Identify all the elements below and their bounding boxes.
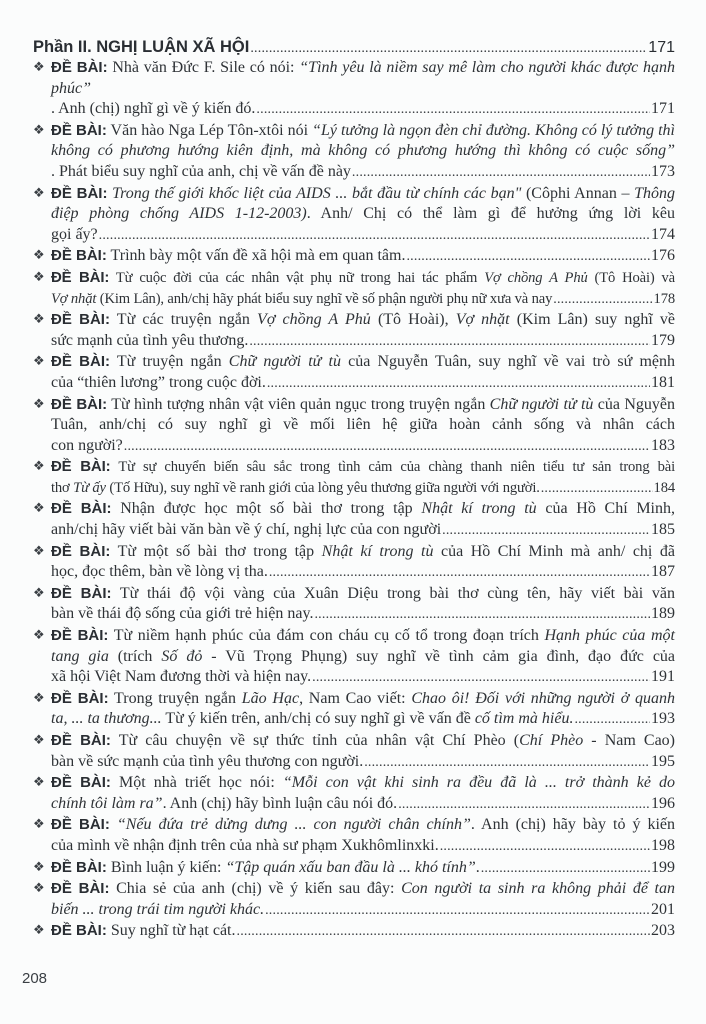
- entry-page-number: 173: [651, 162, 675, 180]
- entry-text: của Nguyễn Tuân, suy nghĩ về vai trò sứ mệnh: [340, 353, 675, 371]
- diamond-bullet-icon: ❖: [33, 396, 45, 412]
- dot-leader: [237, 922, 651, 943]
- toc-entry[interactable]: [33, 731, 675, 773]
- diamond-bullet-icon: ❖: [33, 585, 45, 601]
- italic-text: Vợ nhặt: [51, 290, 97, 307]
- toc-entry[interactable]: [33, 689, 675, 731]
- entry-text: .: [475, 858, 480, 876]
- italic-text: Số đỏ: [161, 647, 203, 665]
- entry-body: [51, 499, 675, 520]
- italic-text: Từ ấy: [73, 479, 106, 496]
- entry-label: ĐỀ BÀI:: [51, 732, 111, 749]
- italic-text: Chao ôi! Đối với những người ở quanh: [411, 689, 675, 707]
- entry-text: Từ cuộc đời của các nhân vật phụ nữ trong hai tác phẩm: [109, 269, 485, 286]
- italic-text: Vợ chồng A Phủ: [484, 269, 588, 286]
- toc-entry[interactable]: [33, 879, 675, 921]
- italic-text: chính tôi làm ra”: [51, 794, 163, 812]
- dot-leader: [265, 901, 650, 922]
- italic-text: “Tập quán xấu ban đầu là ... khó tính”: [225, 858, 476, 876]
- diamond-bullet-icon: ❖: [33, 690, 45, 706]
- entry-page-number: 193: [651, 710, 675, 728]
- entry-text: của Hồ Chí Minh mà anh/ chị đã: [433, 542, 675, 560]
- entry-text: Văn hào Nga Lép Tôn-xtôi nói: [106, 121, 313, 139]
- entry-body: [51, 542, 675, 563]
- entry-body: [51, 395, 675, 436]
- entry-text: Bình luận ý kiến:: [106, 858, 226, 876]
- toc-entry[interactable]: [33, 395, 675, 458]
- entry-page-number: 171: [651, 100, 675, 118]
- italic-text: Chữ người tử tù: [489, 395, 594, 413]
- entry-text: Nhà văn Đức F. Sile có nói:: [107, 59, 300, 76]
- dot-leader: [352, 163, 650, 184]
- diamond-bullet-icon: ❖: [33, 859, 45, 875]
- entry-text: gọi ấy?: [51, 225, 98, 243]
- entry-text: (Tô Hoài) và: [587, 269, 675, 286]
- italic-text: cố tìm mà hiểu.: [474, 710, 574, 728]
- dot-leader: [541, 479, 653, 500]
- entry-text: học, đọc thêm, bàn về lòng vị tha.: [51, 563, 268, 581]
- italic-text: Trong thế giới khốc liệt của AIDS ... bắt đầu từ chính các bạn": [112, 184, 522, 202]
- dot-leader: [440, 837, 650, 858]
- entry-body: [51, 626, 675, 667]
- toc-entry[interactable]: [33, 815, 675, 857]
- section-heading[interactable]: [33, 37, 675, 58]
- entry-text: của “thiên lương” trong cuộc đời.: [51, 373, 266, 391]
- entry-label: ĐỀ BÀI:: [51, 816, 110, 834]
- entry-page-number: 201: [651, 900, 675, 918]
- dot-leader: [314, 605, 650, 626]
- entry-page-number: 195: [651, 752, 675, 770]
- toc-entry[interactable]: [33, 773, 675, 815]
- entry-text: Từ truyện ngắn: [110, 353, 229, 371]
- diamond-bullet-icon: ❖: [33, 248, 45, 264]
- italic-text: Vợ chồng A Phủ: [257, 311, 371, 329]
- table-of-contents: [33, 37, 675, 943]
- italic-text: Chữ người tử tù: [228, 353, 341, 371]
- dot-leader: [398, 795, 650, 816]
- entry-text: (Tố Hữu), suy nghĩ về ranh giới của lòng yêu thương giữa người với người.: [105, 479, 540, 496]
- entry-label: ĐỀ BÀI:: [51, 353, 110, 371]
- entry-page-number: 174: [651, 225, 675, 243]
- entry-body: [51, 58, 675, 99]
- entry-label: ĐỀ BÀI:: [51, 458, 111, 476]
- entry-body: [51, 121, 675, 162]
- entry-text: của Hồ Chí Minh,: [536, 500, 676, 518]
- entry-text: bàn về thái độ sống của giới trẻ hiện nay.: [51, 605, 314, 623]
- italic-text: Lão Hạc: [241, 689, 300, 707]
- entry-body: [51, 815, 675, 836]
- entry-text: của mình về nhận định trên của nhà sư phạm Xukhômlinxki.: [51, 836, 439, 854]
- entry-text: . Anh (chị) hãy bày tỏ ý kiến: [470, 816, 675, 834]
- dot-leader: [99, 226, 650, 247]
- entry-label: ĐỀ BÀI:: [51, 59, 108, 76]
- entry-label: ĐỀ BÀI:: [51, 922, 107, 940]
- entry-text: Từ niềm hạnh phúc của đám con cháu cụ cố tổ trong đoạn trích: [108, 627, 545, 645]
- entry-text: Từ một số bài thơ trong tập: [110, 542, 322, 560]
- entry-body: [51, 584, 675, 605]
- entry-body: [51, 731, 675, 752]
- entry-text: Từ thái độ vội vàng của Xuân Diệu trong bài thơ cùng tên, hãy viết bài văn: [111, 584, 675, 602]
- dot-leader: [364, 753, 650, 774]
- entry-label: ĐỀ BÀI:: [51, 584, 112, 602]
- entry-body: [51, 457, 675, 478]
- page-number: 208: [22, 970, 48, 987]
- entry-text: Trình bày một vấn đề xã hội mà em quan tâm.: [106, 247, 406, 265]
- entry-label: ĐỀ BÀI:: [51, 858, 107, 876]
- entry-text: . Phát biểu suy nghĩ của anh, chị về vấn đề này: [51, 162, 351, 180]
- entry-text: [110, 816, 117, 833]
- entry-text: (Kim Lân) suy nghĩ về: [509, 311, 676, 329]
- italic-text: Vợ nhặt: [455, 311, 510, 329]
- toc-entry[interactable]: [33, 184, 675, 247]
- toc-entry[interactable]: [33, 246, 675, 268]
- diamond-bullet-icon: ❖: [33, 733, 45, 748]
- entry-body: [51, 879, 675, 900]
- dot-leader: [267, 374, 650, 395]
- entry-text: sức mạnh của tình yêu thương.: [51, 331, 249, 349]
- diamond-bullet-icon: ❖: [33, 122, 45, 138]
- entry-text: . Anh (chị) hãy bình luận câu nói đó.: [162, 794, 398, 812]
- toc-entry[interactable]: [33, 268, 675, 310]
- diamond-bullet-icon: ❖: [33, 628, 45, 644]
- entry-label: ĐỀ BÀI:: [51, 268, 110, 286]
- entry-body: [51, 310, 675, 331]
- italic-text: Thông điệp phòng chống AIDS 1-12-2003): [51, 184, 676, 223]
- section-title: Phần II. NGHỊ LUẬN XÃ HỘI: [33, 38, 250, 56]
- entry-page-number: 198: [651, 836, 675, 854]
- entry-body: [51, 689, 675, 710]
- entry-text: Nhận được học một số bài thơ trong tập: [111, 500, 422, 518]
- diamond-bullet-icon: ❖: [33, 501, 45, 517]
- italic-text: “Nếu đứa trẻ dửng dưng ... con người chân chính”: [116, 816, 471, 834]
- italic-text: Hạnh phúc của một tang gia: [51, 627, 675, 665]
- entry-label: ĐỀ BÀI:: [51, 247, 107, 265]
- entry-page-number: 176: [651, 247, 675, 265]
- italic-text: Nhật kí trong tù: [421, 500, 537, 518]
- entry-label: ĐỀ BÀI:: [51, 121, 107, 139]
- entry-text: xã hội Việt Nam đương thời và hiện nay.: [51, 668, 312, 686]
- dot-leader: [312, 668, 650, 689]
- italic-text: ta, ... ta thương...: [51, 710, 162, 728]
- entry-page-number: 189: [651, 605, 675, 623]
- entry-page-number: 179: [651, 331, 675, 349]
- dot-leader: [124, 437, 650, 458]
- dot-leader: [553, 290, 652, 311]
- italic-text: Con người ta sinh ra không phải để tan: [401, 880, 675, 898]
- entry-label: ĐỀ BÀI:: [51, 880, 110, 898]
- diamond-bullet-icon: ❖: [33, 817, 45, 833]
- toc-entry[interactable]: [33, 542, 675, 584]
- entry-text: Từ sự chuyển biến sâu sắc trong tình cảm của chàng thanh niên tiểu tư sản trong bài: [110, 459, 675, 476]
- toc-entry[interactable]: [33, 499, 675, 541]
- italic-text: “Lý tưởng là ngọn đèn chỉ đường. Không có lý tưởng thì không có phương hướng kiên định, mà không có phương hướng thì không có cuộc sống”: [51, 121, 676, 160]
- toc-entry[interactable]: [33, 58, 675, 121]
- toc-entry[interactable]: [33, 352, 675, 394]
- toc-entry[interactable]: [33, 626, 675, 689]
- entry-label: ĐỀ BÀI:: [51, 184, 108, 202]
- toc-entry[interactable]: [33, 121, 675, 184]
- italic-text: “Tình yêu là niềm say mê làm cho người khác được hạnh phúc”: [51, 59, 675, 97]
- entries-list: [33, 58, 675, 943]
- entry-label: ĐỀ BÀI:: [51, 774, 111, 792]
- entry-text: Từ các truyện ngắn: [109, 311, 258, 329]
- diamond-bullet-icon: ❖: [33, 185, 45, 201]
- entry-page-number: 199: [651, 858, 675, 876]
- entry-text: Chia sẻ của anh (chị) về ý kiến sau đây:: [109, 880, 402, 898]
- dot-leader: [269, 563, 650, 584]
- entry-text: , Nam Cao viết:: [299, 689, 412, 707]
- dot-leader: [256, 100, 650, 121]
- toc-entry[interactable]: [33, 584, 675, 626]
- entry-page-number: 191: [651, 668, 675, 686]
- italic-text: “Mỗi con vật khi sinh ra đều đã là ... trở thành kẻ do: [282, 774, 675, 792]
- entry-text: (Côphi Annan –: [521, 184, 635, 202]
- dot-leader: [442, 521, 650, 542]
- toc-entry[interactable]: [33, 858, 675, 880]
- diamond-bullet-icon: ❖: [33, 60, 45, 75]
- toc-entry[interactable]: [33, 310, 675, 352]
- entry-label: ĐỀ BÀI:: [51, 542, 111, 560]
- diamond-bullet-icon: ❖: [33, 543, 45, 559]
- dot-leader: [406, 247, 650, 268]
- entry-text: Từ hình tượng nhân vật viên quản ngục trong truyện ngắn: [107, 395, 490, 413]
- diamond-bullet-icon: ❖: [33, 881, 45, 897]
- entry-page-number: 183: [651, 436, 675, 454]
- diamond-bullet-icon: ❖: [33, 775, 45, 791]
- entry-body: [51, 184, 675, 225]
- entry-text: . Anh (chị) nghĩ gì về ý kiến đó.: [51, 100, 256, 118]
- diamond-bullet-icon: ❖: [33, 269, 45, 285]
- entry-body: [51, 773, 675, 794]
- entry-text: - Nam Cao): [583, 732, 676, 749]
- italic-text: Nhật kí trong tù: [321, 542, 434, 560]
- diamond-bullet-icon: ❖: [33, 354, 45, 370]
- entry-label: ĐỀ BÀI:: [51, 311, 110, 329]
- dot-leader: [249, 332, 650, 353]
- entry-page-number: 185: [651, 521, 675, 539]
- entry-page-number: 184: [653, 479, 675, 496]
- section-page-number: 171: [648, 39, 675, 56]
- dot-leader: [481, 859, 650, 880]
- entry-page-number: 203: [651, 922, 675, 940]
- entry-text: (Tô Hoài),: [370, 311, 456, 329]
- entry-label: ĐỀ BÀI:: [51, 689, 109, 707]
- entry-text: của Nguyễn Tuân, anh/chị có suy nghĩ gì về mối liên hệ giữa hoàn cảnh sống và nhân cách: [51, 395, 675, 434]
- dot-leader: [250, 38, 647, 59]
- entry-text: Suy nghĩ từ hạt cát.: [106, 922, 236, 940]
- entry-page-number: 178: [653, 290, 675, 307]
- entry-label: ĐỀ BÀI:: [51, 500, 112, 518]
- entry-text: thơ: [51, 479, 74, 496]
- entry-text: Từ câu chuyện về sự thức tỉnh của nhân vật Chí Phèo (: [110, 732, 520, 749]
- entry-text: (Kim Lân), anh/chị hãy phát biểu suy nghĩ về số phận người phụ nữ xưa và nay: [96, 290, 553, 307]
- diamond-bullet-icon: ❖: [33, 312, 45, 328]
- entry-text: - Vũ Trọng Phụng) suy nghĩ về tình cảm gia đình, đạo đức của: [202, 647, 676, 665]
- diamond-bullet-icon: ❖: [33, 923, 45, 939]
- entry-page-number: 196: [651, 794, 675, 812]
- entry-text: Trong truyện ngắn: [108, 689, 242, 707]
- entry-text: bàn về sức mạnh của tình yêu thương con người.: [51, 752, 364, 770]
- toc-entry[interactable]: [33, 921, 675, 943]
- entry-text: Từ ý kiến trên, anh/chị có suy nghĩ gì về vấn đề: [161, 710, 475, 728]
- entry-text: . Anh/ Chị có thể làm gì để hưởng ứng lời kêu: [306, 205, 675, 223]
- entry-label: ĐỀ BÀI:: [51, 627, 109, 645]
- entry-body: [51, 352, 675, 373]
- entry-body: [51, 268, 675, 289]
- dot-leader: [574, 710, 650, 731]
- italic-text: Chí Phèo: [519, 732, 584, 749]
- entry-page-number: 187: [651, 563, 675, 581]
- entry-text: con người?: [51, 436, 123, 454]
- italic-text: biến ... trong trái tim người khác.: [51, 900, 265, 918]
- diamond-bullet-icon: ❖: [33, 459, 45, 475]
- toc-entry[interactable]: [33, 457, 675, 499]
- entry-label: ĐỀ BÀI:: [51, 395, 108, 413]
- entry-text: (trích: [108, 647, 162, 665]
- entry-text: anh/chị hãy viết bài văn bàn về ý chí, nghị lực của con người: [51, 521, 442, 539]
- entry-text: Một nhà triết học nói:: [110, 774, 283, 792]
- entry-page-number: 181: [651, 373, 675, 391]
